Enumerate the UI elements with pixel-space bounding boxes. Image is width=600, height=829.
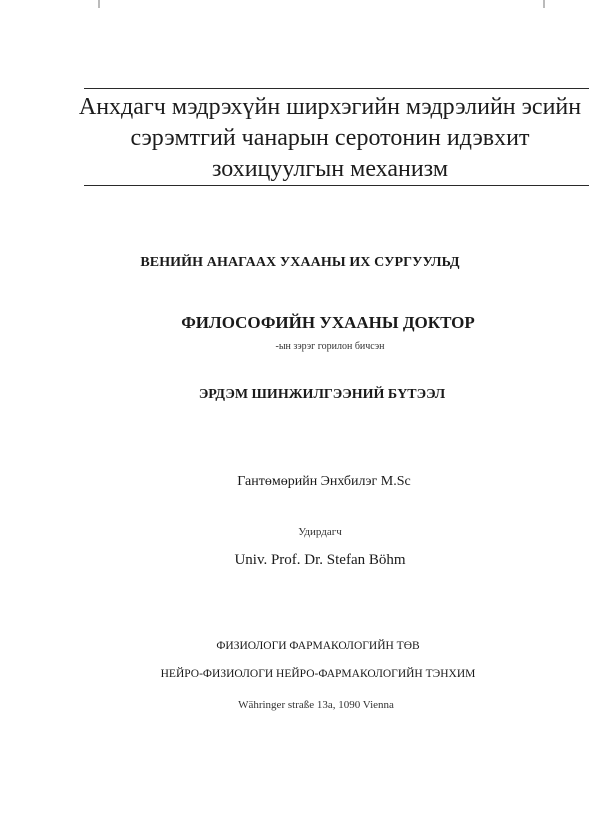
title-bottom-rule [84,185,589,186]
supervisor-name: Univ. Prof. Dr. Stefan Böhm [234,552,406,568]
degree-heading: ФИЛОСОФИЙН УХААНЫ ДОКТОР [181,313,475,332]
scan-artifact [98,0,100,8]
thesis-title-line-2: сэрэмтгий чанарын серотонин идэвхит [130,125,530,151]
university-line: ВЕНИЙН АНАГААХ УХААНЫ ИХ СУРГУУЛЬД [140,255,460,270]
thesis-title-line-1: Анхдагч мэдрэхүйн ширхэгийн мэдрэлийн эсийн [78,94,582,120]
title-top-rule [84,88,589,89]
degree-note: -ын зэрэг горилон бичсэн [275,341,385,352]
author-name: Гантөмөрийн Энхбилэг M.Sc [237,474,411,489]
scan-artifact [543,0,545,8]
address-line: Währinger straße 13a, 1090 Vienna [238,699,394,711]
work-type-heading: ЭРДЭМ ШИНЖИЛГЭЭНИЙ БҮТЭЭЛ [198,387,446,402]
thesis-title [60,92,600,185]
supervisor-label: Удирдагч [298,526,342,538]
department-line-1: ФИЗИОЛОГИ ФАРМАКОЛОГИЙН ТӨВ [216,640,420,652]
department-line-2: НЕЙРО-ФИЗИОЛОГИ НЕЙРО-ФАРМАКОЛОГИЙН ТЭНХИМ [160,668,476,680]
thesis-title-line-3: зохицуулгын механизм [211,156,449,182]
